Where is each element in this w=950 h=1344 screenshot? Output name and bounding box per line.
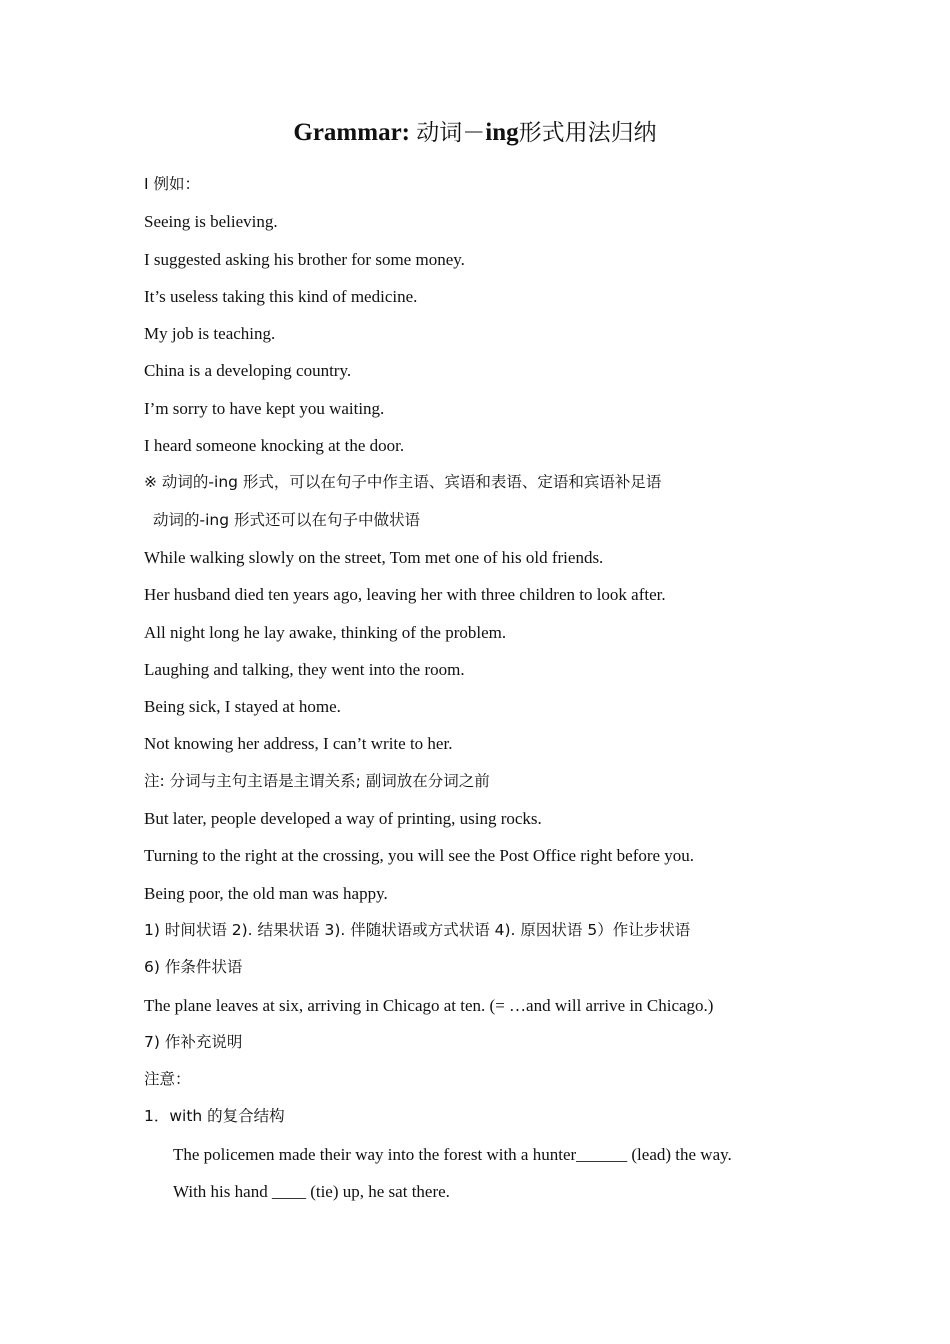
title-chinese-part2: 形式用法归纳 [518, 120, 657, 146]
text-line: 1) 时间状语 2). 结果状语 3). 伴随状语或方式状语 4). 原因状语 5）作让步状语 [144, 920, 691, 939]
text-line: I suggested asking his brother for some money. [144, 249, 465, 269]
text-line: Seeing is believing. [144, 212, 278, 232]
text-line: It’s useless taking this kind of medicine. [144, 286, 418, 306]
text-line: ※ 动词的-ing 形式，可以在句子中作主语、宾语和表语、定语和宾语补足语 [144, 473, 662, 492]
text-line: China is a developing country. [144, 361, 352, 381]
title-english-ing: ing [485, 119, 519, 146]
text-line: 6) 作条件状语 [144, 958, 243, 977]
text-line: Laughing and talking, they went into the room. [144, 659, 465, 679]
title-chinese-part1: 动词－ [416, 120, 486, 146]
text-line: My job is teaching. [144, 324, 276, 344]
text-line: The plane leaves at six, arriving in Chicago at ten. (= …and will arrive in Chicago.) [144, 995, 714, 1015]
page-title [0, 116, 950, 150]
text-line: Turning to the right at the crossing, you will see the Post Office right before you. [144, 846, 695, 866]
text-line: I’m sorry to have kept you waiting. [144, 398, 385, 418]
text-line: But later, people developed a way of printing, using rocks. [144, 809, 542, 829]
text-line: 注: 分词与主句主语是主谓关系; 副词放在分词之前 [144, 771, 490, 790]
text-line: All night long he lay awake, thinking of the problem. [144, 622, 507, 642]
text-line: Being sick, I stayed at home. [144, 697, 341, 717]
text-line: While walking slowly on the street, Tom met one of his old friends. [144, 547, 604, 567]
text-line: With his hand ____ (tie) up, he sat there. [173, 1182, 450, 1202]
title-english: Grammar: [293, 119, 410, 146]
document-body [144, 166, 844, 1210]
text-line: I heard someone knocking at the door. [144, 436, 405, 456]
text-line: Not knowing her address, I can’t write to her. [144, 734, 453, 754]
text-line: Being poor, the old man was happy. [144, 883, 388, 903]
text-line: 注意： [144, 1070, 191, 1089]
text-line: Her husband died ten years ago, leaving her with three children to look after. [144, 585, 666, 605]
text-line: 7) 作补充说明 [144, 1032, 243, 1051]
text-line: I 例如： [144, 175, 200, 193]
text-line: 1．with 的复合结构 [144, 1107, 285, 1126]
text-line: 动词的-ing 形式还可以在句子中做状语 [153, 510, 420, 529]
text-line: The policemen made their way into the forest with a hunter______ (lead) the way. [173, 1144, 732, 1164]
